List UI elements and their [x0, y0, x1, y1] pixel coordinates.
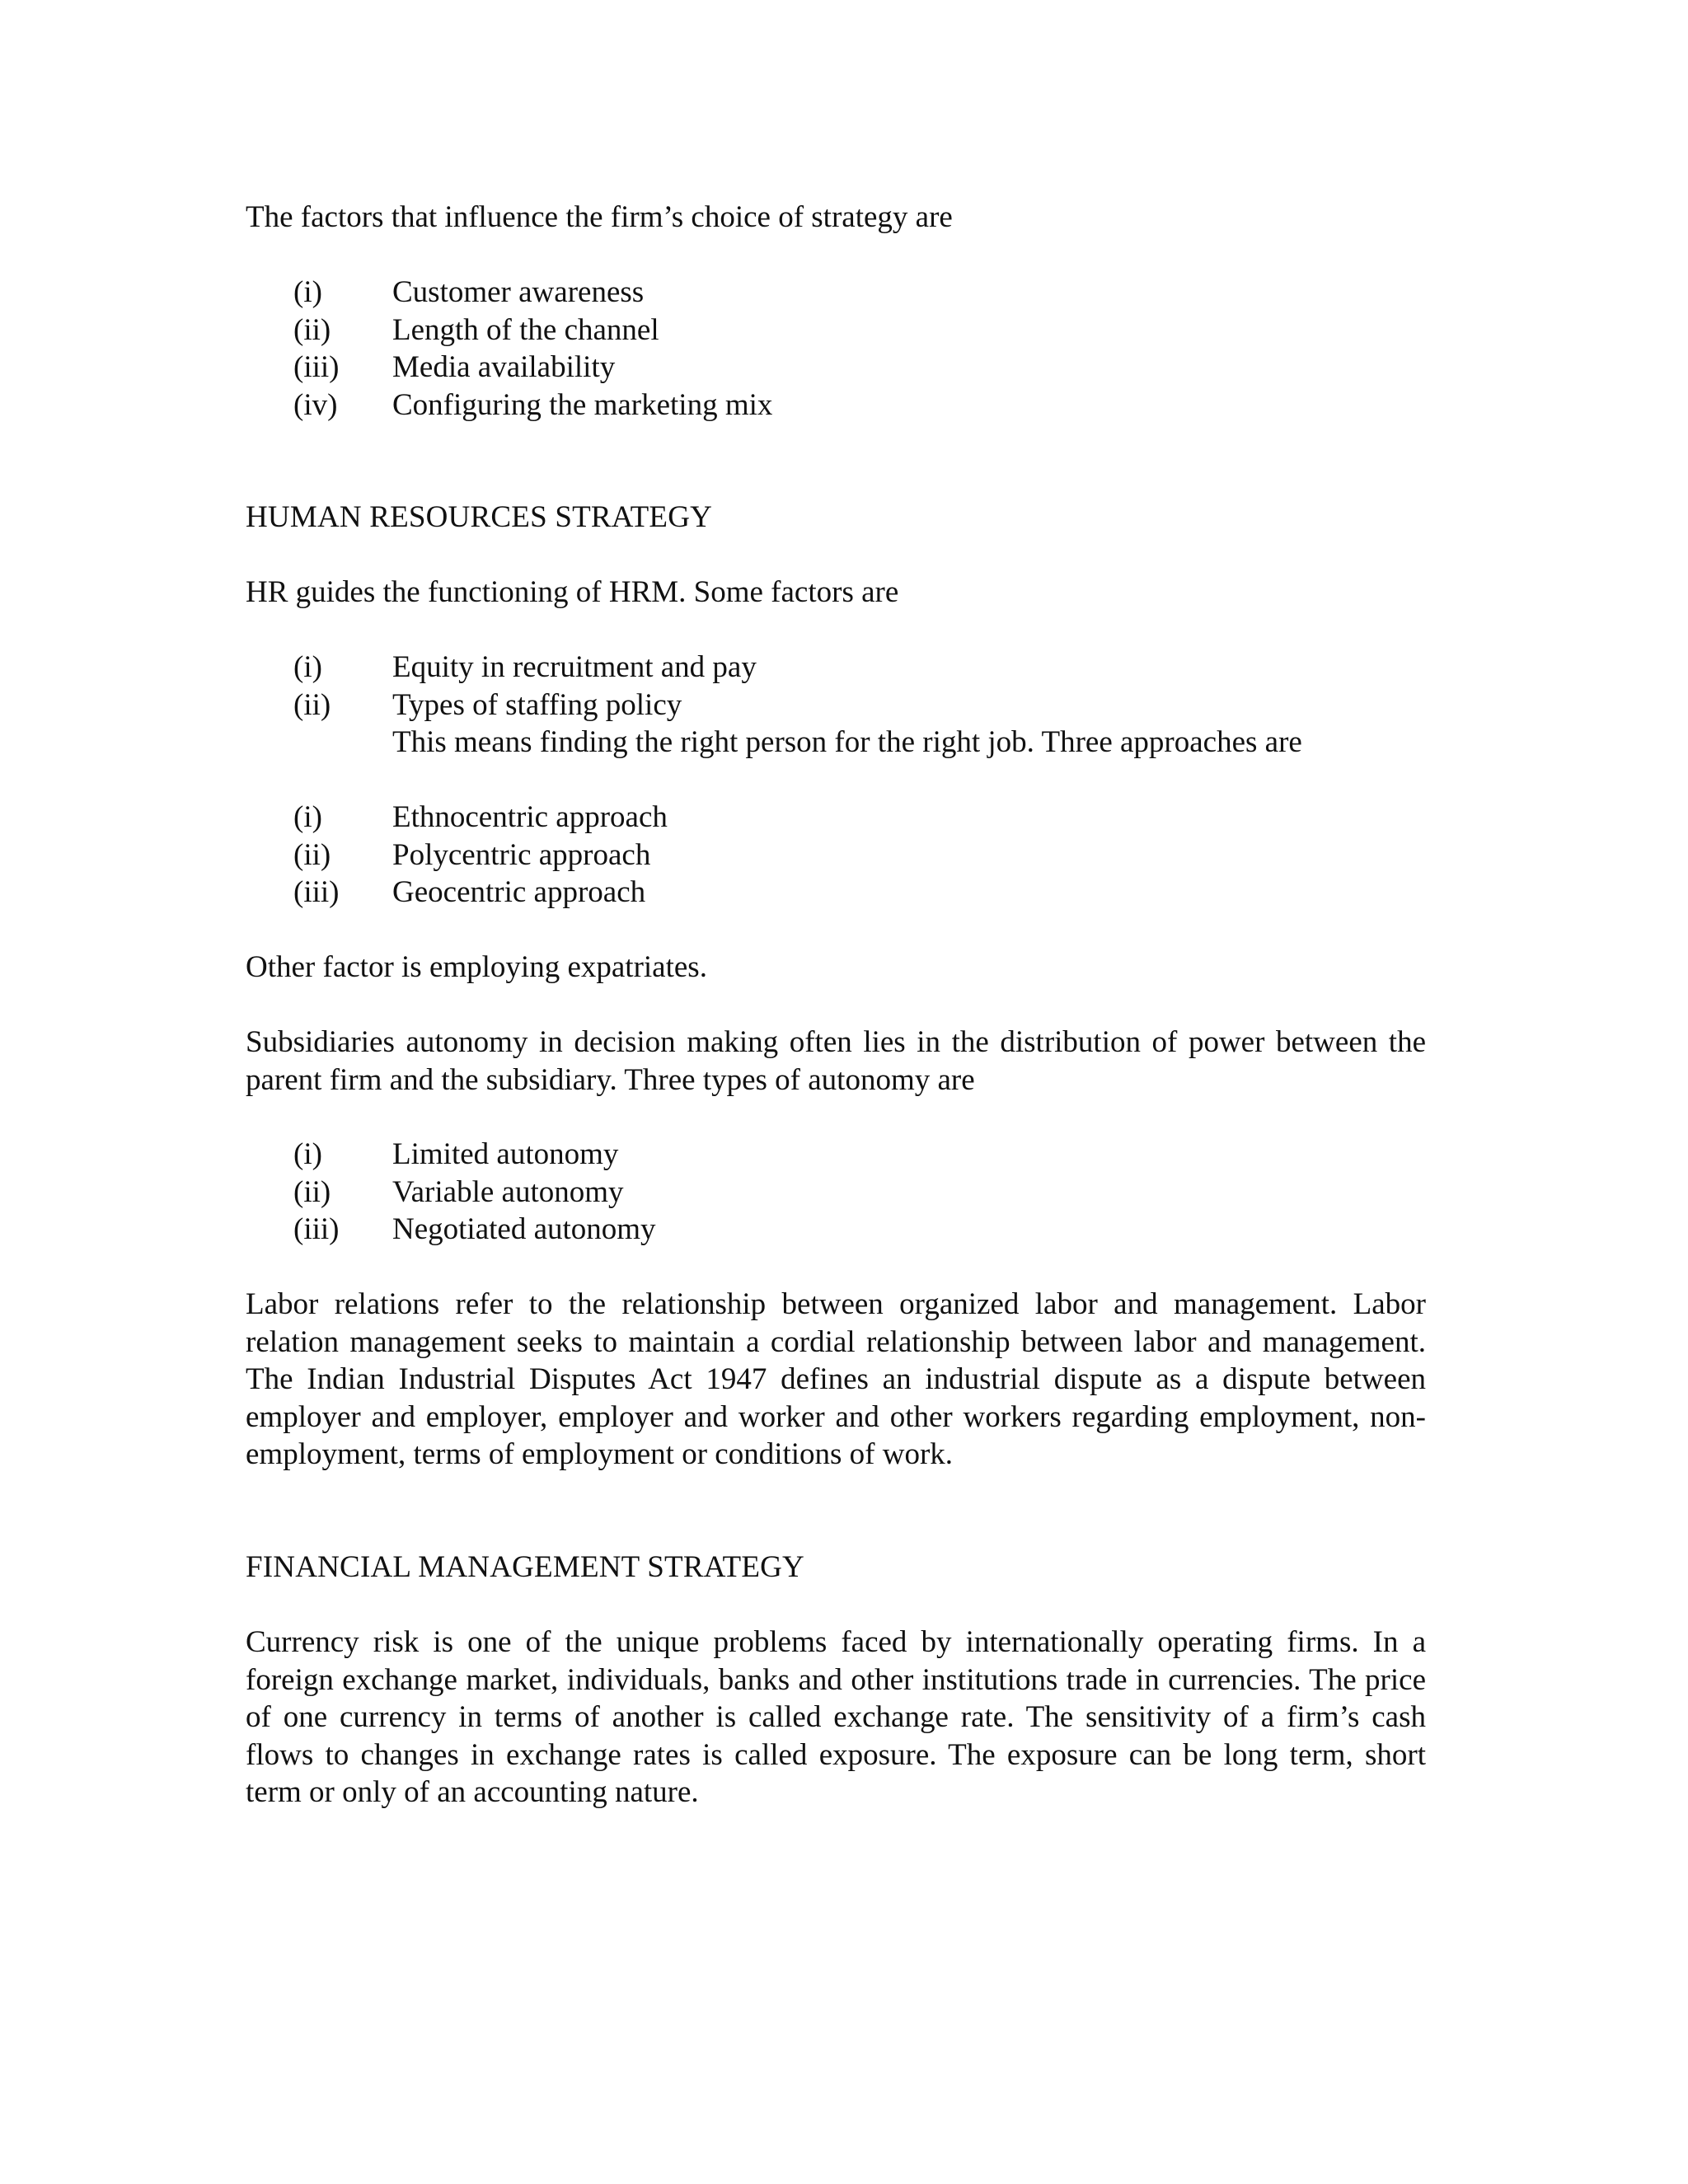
list-number: (ii) — [293, 312, 331, 347]
list-item — [293, 274, 772, 312]
list-item — [293, 837, 668, 874]
hr-intro: HR guides the functioning of HRM. Some factors are — [246, 575, 899, 609]
labor-relations-paragraph: Labor relations refer to the relationship between organized labor and management. Labor relation management seeks to maintain a cordial relationship between labor and management. The Indian Industrial Disputes Act 1947 defines an industrial dispute as a dispute between employer and employer, employer and worker and other workers regarding employment, non-employment, terms of employment or conditions of work. — [246, 1287, 1426, 1471]
list-item — [293, 1211, 656, 1249]
autonomy-list — [293, 1136, 656, 1249]
hr-heading: HUMAN RESOURCES STRATEGY — [246, 500, 713, 534]
list-number: (i) — [293, 1137, 322, 1171]
expatriates-paragraph: Other factor is employing expatriates. — [246, 950, 707, 984]
strategy-factors-intro: The factors that influence the firm’s choice of strategy are — [246, 200, 953, 234]
list-number: (iii) — [293, 875, 340, 909]
list-text: Geocentric approach — [392, 875, 646, 909]
list-number: (ii) — [293, 1174, 331, 1209]
list-item — [293, 349, 772, 387]
list-item — [293, 874, 668, 912]
list-text: Variable autonomy — [392, 1174, 624, 1209]
list-number: (i) — [293, 275, 322, 309]
list-text: Length of the channel — [392, 312, 659, 347]
list-text: Ethnocentric approach — [392, 800, 668, 834]
list-text: Configuring the marketing mix — [392, 387, 773, 422]
list-number: (ii) — [293, 837, 331, 872]
strategy-factors-list — [293, 274, 772, 424]
list-number: (i) — [293, 650, 322, 684]
list-text: Negotiated autonomy — [392, 1212, 656, 1246]
staffing-note: This means finding the right person for the right job. Three approaches are — [392, 725, 1302, 759]
list-text: Types of staffing policy — [392, 687, 682, 722]
currency-risk-paragraph: Currency risk is one of the unique problems faced by internationally operating firms. In a foreign exchange market, individuals, banks and other institutions trade in currencies. The price of one currency in terms of another is called exchange rate. The sensitivity of a firm’s cash flows to changes in exchange rates is called exposure. The exposure can be long term, short term or only of an accounting nature. — [246, 1625, 1426, 1809]
list-item — [293, 1136, 656, 1174]
staffing-approaches-list — [293, 799, 668, 912]
list-text: Media availability — [392, 350, 616, 384]
list-number: (iii) — [293, 1212, 340, 1246]
list-item — [293, 312, 772, 349]
list-item — [293, 387, 772, 424]
hr-factors-list — [293, 649, 757, 724]
autonomy-paragraph: Subsidiaries autonomy in decision making often lies in the distribution of power between the parent firm and the subsidiary. Three types of autonomy are — [246, 1025, 1426, 1097]
list-number: (iv) — [293, 387, 338, 422]
list-text: Customer awareness — [392, 275, 645, 309]
list-number: (iii) — [293, 350, 340, 384]
list-number: (ii) — [293, 687, 331, 722]
list-text: Equity in recruitment and pay — [392, 650, 757, 684]
list-text: Limited autonomy — [392, 1137, 619, 1171]
list-item — [293, 687, 757, 724]
list-text: Polycentric approach — [392, 837, 651, 872]
list-item — [293, 649, 757, 687]
list-number: (i) — [293, 800, 322, 834]
document-page — [246, 0, 1426, 2184]
list-item — [293, 799, 668, 837]
finance-heading: FINANCIAL MANAGEMENT STRATEGY — [246, 1550, 804, 1584]
list-item — [293, 1174, 656, 1212]
